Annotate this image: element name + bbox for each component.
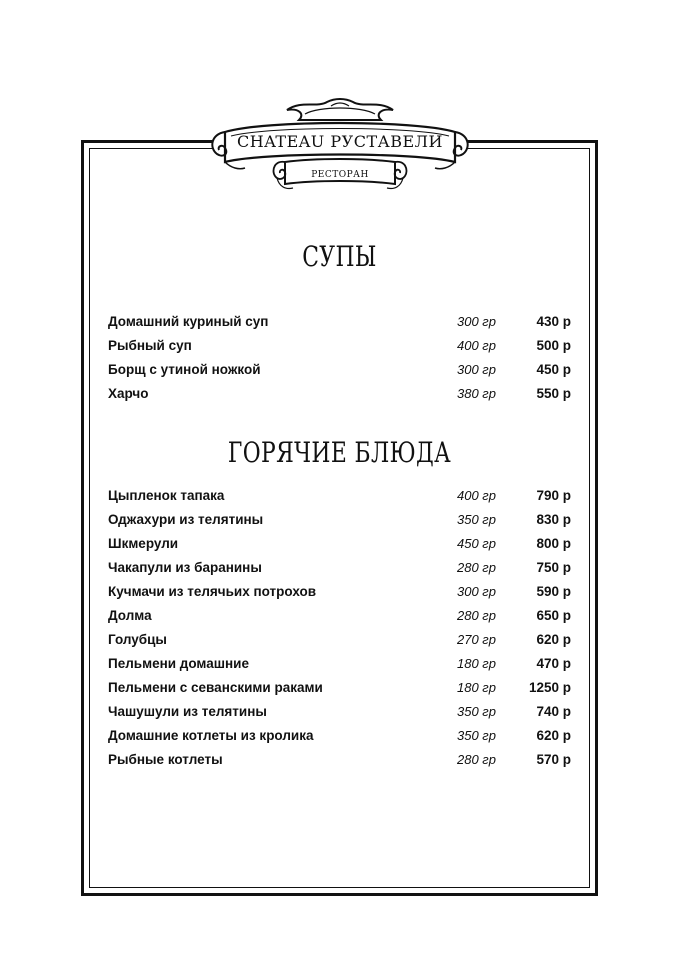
restaurant-logo bbox=[205, 96, 475, 208]
dish-price: 830 р bbox=[536, 512, 571, 527]
menu-item bbox=[108, 680, 573, 704]
dish-name: Шкмерули bbox=[108, 536, 179, 551]
dish-weight: 400 гр bbox=[457, 488, 496, 503]
menu-item bbox=[108, 608, 573, 632]
dish-weight: 280 гр bbox=[457, 560, 496, 575]
dish-weight: 270 гр bbox=[457, 632, 496, 647]
dish-name: Домашние котлеты из кролика bbox=[108, 728, 314, 743]
logo-title: CHATEAU РУСТАВЕЛИ bbox=[237, 132, 443, 151]
menu-list-soups bbox=[108, 314, 573, 410]
dish-price: 750 р bbox=[536, 560, 571, 575]
logo-subtitle: РЕСТОРАН bbox=[311, 170, 369, 180]
dish-name: Борщ с утиной ножкой bbox=[108, 362, 261, 377]
dish-name: Чашушули из телятины bbox=[108, 704, 267, 719]
section-title-soups: СУПЫ bbox=[302, 240, 377, 273]
dish-name: Харчо bbox=[108, 386, 149, 401]
menu-item bbox=[108, 362, 573, 386]
dish-weight: 280 гр bbox=[457, 752, 496, 767]
dish-price: 650 р bbox=[536, 608, 571, 623]
dish-price: 430 р bbox=[536, 314, 571, 329]
dish-weight: 380 гр bbox=[457, 386, 496, 401]
dish-name: Долма bbox=[108, 608, 152, 623]
dish-weight: 280 гр bbox=[457, 608, 496, 623]
menu-item bbox=[108, 338, 573, 362]
menu-item bbox=[108, 656, 573, 680]
dish-name: Пельмени домашние bbox=[108, 656, 249, 671]
dish-price: 500 р bbox=[536, 338, 571, 353]
dish-weight: 350 гр bbox=[457, 512, 496, 527]
dish-weight: 300 гр bbox=[457, 584, 496, 599]
dish-weight: 450 гр bbox=[457, 536, 496, 551]
dish-name: Рыбный суп bbox=[108, 338, 192, 353]
dish-price: 800 р bbox=[536, 536, 571, 551]
menu-item bbox=[108, 536, 573, 560]
dish-name: Цыпленок тапака bbox=[108, 488, 225, 503]
menu-item bbox=[108, 752, 573, 776]
section-title-hot-dishes: ГОРЯЧИЕ БЛЮДА bbox=[227, 436, 452, 469]
dish-price: 570 р bbox=[536, 752, 571, 767]
dish-price: 590 р bbox=[536, 584, 571, 599]
dish-price: 790 р bbox=[536, 488, 571, 503]
menu-list-hot-dishes bbox=[108, 488, 573, 776]
dish-price: 740 р bbox=[536, 704, 571, 719]
dish-name: Кучмачи из телячьих потрохов bbox=[108, 584, 317, 599]
scroll-banner-emblem bbox=[205, 96, 475, 208]
dish-price: 470 р bbox=[536, 656, 571, 671]
dish-weight: 180 гр bbox=[457, 680, 496, 695]
dish-weight: 300 гр bbox=[457, 362, 496, 377]
dish-weight: 300 гр bbox=[457, 314, 496, 329]
dish-name: Голубцы bbox=[108, 632, 167, 647]
menu-item bbox=[108, 314, 573, 338]
dish-name: Пельмени с севанскими раками bbox=[108, 680, 323, 695]
dish-price: 450 р bbox=[536, 362, 571, 377]
dish-name: Рыбные котлеты bbox=[108, 752, 223, 767]
menu-item bbox=[108, 512, 573, 536]
dish-price: 620 р bbox=[536, 632, 571, 647]
dish-name: Оджахури из телятины bbox=[108, 512, 264, 527]
menu-item bbox=[108, 632, 573, 656]
menu-item bbox=[108, 488, 573, 512]
menu-item bbox=[108, 704, 573, 728]
dish-price: 1250 р bbox=[528, 680, 571, 695]
dish-price: 550 р bbox=[536, 386, 571, 401]
dish-name: Чакапули из баранины bbox=[108, 560, 262, 575]
menu-item bbox=[108, 560, 573, 584]
menu-item bbox=[108, 386, 573, 410]
menu-item bbox=[108, 584, 573, 608]
dish-weight: 400 гр bbox=[457, 338, 496, 353]
dish-weight: 350 гр bbox=[457, 728, 496, 743]
dish-weight: 350 гр bbox=[457, 704, 496, 719]
dish-weight: 180 гр bbox=[457, 656, 496, 671]
dish-name: Домашний куриный суп bbox=[108, 314, 269, 329]
dish-price: 620 р bbox=[536, 728, 571, 743]
menu-item bbox=[108, 728, 573, 752]
